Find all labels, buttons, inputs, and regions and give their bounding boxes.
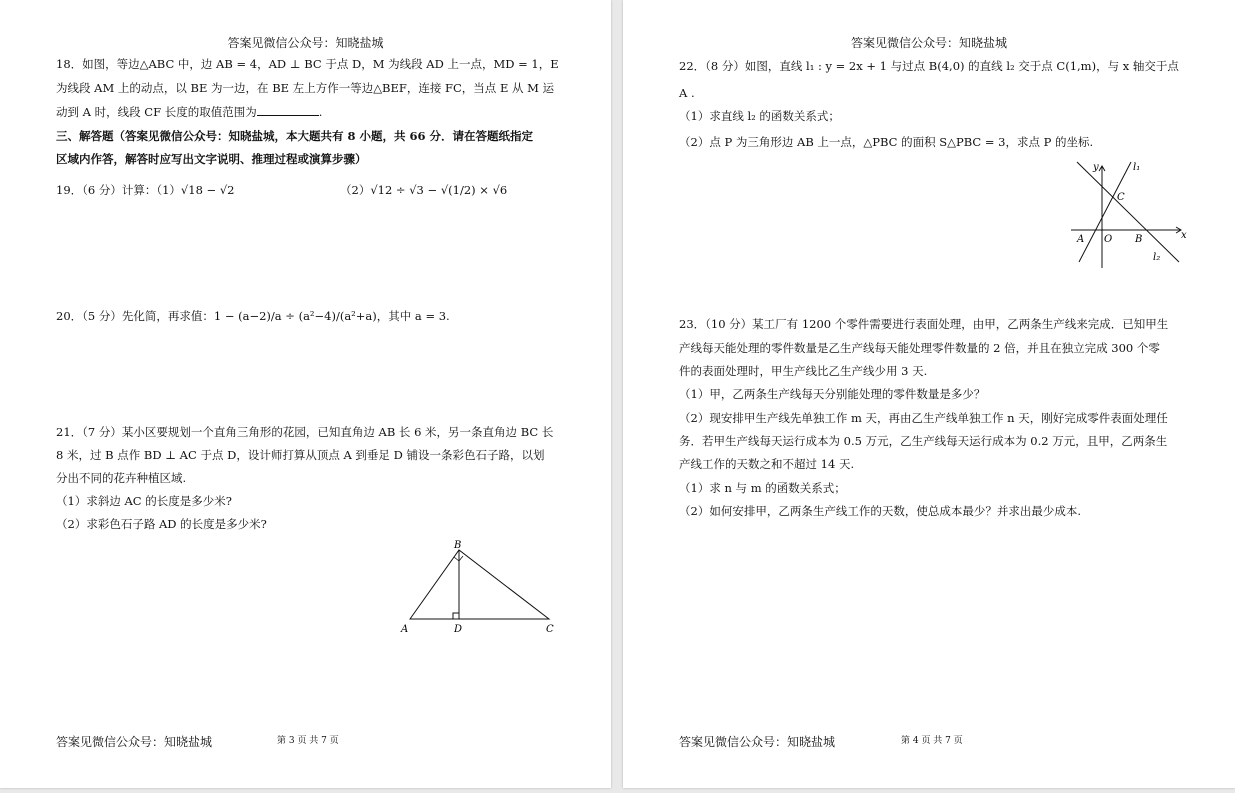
q23-line-8: （1）求 n 与 m 的函数关系式； xyxy=(679,481,846,495)
q21-line-1: 21．（7 分）某小区要规划一个直角三角形的花园，已知直角边 AB 长 6 米，另一条直角边 BC 长 xyxy=(56,425,554,439)
page-3 xyxy=(0,0,611,788)
page-number: 第 3 页 共 7 页 xyxy=(277,736,339,746)
q23-line-5: （2）现安排甲生产线先单独工作 m 天，再由乙生产线单独工作 n 天，刚好完成零件表面处理任 xyxy=(679,411,1168,425)
label-A: A xyxy=(401,624,409,635)
q18-line-3 xyxy=(56,104,322,120)
q18-line-2: 为线段 AM 上的动点，以 BE 为一边，在 BE 左上方作一等边△BEF，连接 FC，当点 E 从 M 运 xyxy=(56,81,555,95)
right-triangle-figure xyxy=(396,536,566,640)
page-header: 答案见微信公众号：知晓盐城 xyxy=(227,36,384,50)
q23-line-9: （2）如何安排甲，乙两条生产线工作的天数，使总成本最少？并求出最少成本. xyxy=(679,504,1081,518)
q18-line-1: 18．如图，等边△ABC 中，边 AB = 4，AD ⊥ BC 于点 D，M 为线段 AD 上一点，MD = 1，E xyxy=(56,57,559,71)
q22-line-1: 22．（8 分）如图，直线 l₁ : y = 2x + 1 与过点 B(4,0) 的直线 l₂ 交于点 C(1,m)，与 x 轴交于点 xyxy=(679,59,1179,73)
label-l2: l₂ xyxy=(1153,252,1161,263)
label-y-axis: y xyxy=(1093,162,1099,173)
label-C: C xyxy=(1117,192,1125,203)
q19-part-2: （2）√12 ÷ √3 − √(1/2) × √6 xyxy=(340,183,508,197)
coordinate-graph xyxy=(1069,156,1189,270)
label-B: B xyxy=(454,540,462,551)
q23-line-6: 务．若甲生产线每天运行成本为 0.5 万元，乙生产线每天运行成本为 0.2 万元，且甲，乙两条生 xyxy=(679,434,1168,448)
section-3-heading-1: 三、解答题（答案见微信公众号：知晓盐城，本大题共有 8 小题，共 66 分．请在答题纸指定 xyxy=(56,129,534,143)
answer-blank[interactable] xyxy=(257,104,319,116)
label-C: C xyxy=(546,624,554,635)
label-x-axis: x xyxy=(1181,230,1187,241)
q22-line-2: A . xyxy=(679,86,695,100)
q23-line-2: 产线每天能处理的零件数量是乙生产线每天能处理零件数量的 2 倍，并且在独立完成 300 个零 xyxy=(679,341,1160,355)
q23-line-4: （1）甲，乙两条生产线每天分别能处理的零件数量是多少？ xyxy=(679,387,986,401)
page-header: 答案见微信公众号：知晓盐城 xyxy=(850,36,1007,50)
label-B: B xyxy=(1135,234,1143,245)
q20: 20．（5 分）先化简，再求值：1 − (a−2)/a ÷ (a²−4)/(a²+a)，其中 a = 3. xyxy=(56,309,450,323)
q21-line-3: 分出不同的花卉种植区域. xyxy=(56,471,187,485)
q21-line-5: （2）求彩色石子路 AD 的长度是多少米? xyxy=(56,517,267,531)
page-4 xyxy=(623,0,1235,788)
page-footer: 答案见微信公众号：知晓盐城 xyxy=(679,735,836,749)
label-O: O xyxy=(1104,234,1113,245)
label-A: A xyxy=(1077,234,1085,245)
label-D: D xyxy=(454,624,463,635)
q22-line-4: （2）点 P 为三角形边 AB 上一点，△PBC 的面积 S△PBC = 3，求点 P 的坐标. xyxy=(679,135,1094,149)
q19-part-1: 19．（6 分）计算：（1）√18 − √2 xyxy=(56,183,235,197)
q18-line-3-text: 动到 A 时，线段 CF 长度的取值范围为 xyxy=(56,105,257,119)
page-footer: 答案见微信公众号：知晓盐城 xyxy=(56,735,213,749)
q21-line-2: 8 米，过 B 点作 BD ⊥ AC 于点 D，设计师打算从顶点 A 到垂足 D 铺设一条彩色石子路，以划 xyxy=(56,448,545,462)
q21-line-4: （1）求斜边 AC 的长度是多少米? xyxy=(56,494,232,508)
q23-line-1: 23．（10 分）某工厂有 1200 个零件需要进行表面处理，由甲，乙两条生产线来完成．已知甲生 xyxy=(679,317,1169,331)
q23-line-3: 件的表面处理时，甲生产线比乙生产线少用 3 天. xyxy=(679,364,928,378)
label-l1: l₁ xyxy=(1133,162,1141,173)
q23-line-7: 产线工作的天数之和不超过 14 天. xyxy=(679,457,855,471)
page-number: 第 4 页 共 7 页 xyxy=(901,736,963,746)
q22-line-3: （1）求直线 l₂ 的函数关系式； xyxy=(679,109,840,123)
q18-line-3-end: . xyxy=(318,105,323,119)
section-3-heading-2: 区域内作答，解答时应写出文字说明、推理过程或演算步骤） xyxy=(56,152,367,166)
